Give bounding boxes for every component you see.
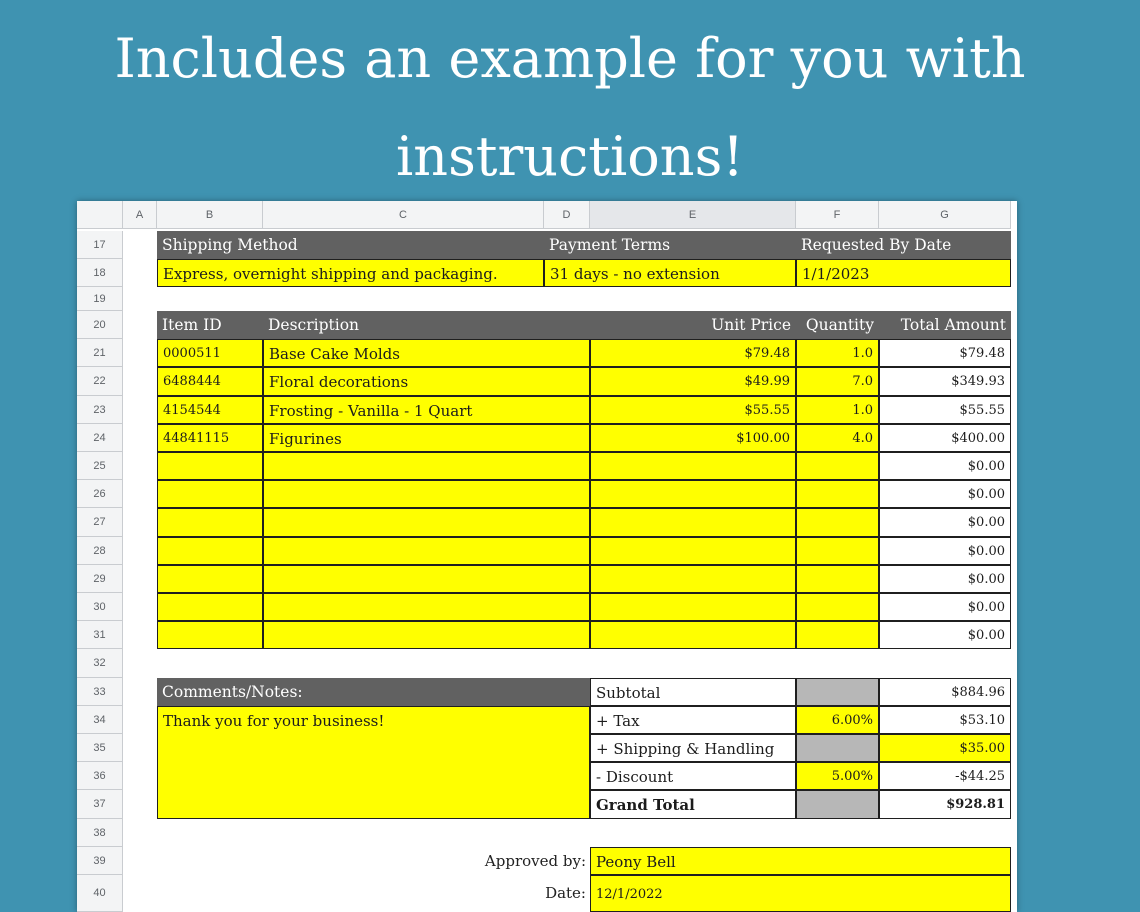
quantity-cell[interactable]: 1.0 [796, 339, 879, 367]
unit-price-cell[interactable]: $100.00 [590, 424, 796, 452]
item-id-header: Item ID [157, 311, 263, 339]
row-header-23[interactable]: 23 [77, 396, 123, 424]
approved-by-input[interactable]: Peony Bell [590, 847, 1011, 875]
row-header-36[interactable]: 36 [77, 762, 123, 790]
quantity-cell[interactable] [796, 508, 879, 536]
description-cell[interactable] [263, 621, 590, 649]
summary-rate-cell [796, 678, 879, 706]
payment-terms-label: Payment Terms [544, 231, 796, 259]
description-cell[interactable]: Frosting - Vanilla - 1 Quart [263, 396, 590, 424]
unit-price-cell[interactable] [590, 565, 796, 593]
item-id-cell[interactable]: 0000511 [157, 339, 263, 367]
column-header-b[interactable]: B [157, 201, 263, 229]
unit-price-cell[interactable]: $49.99 [590, 367, 796, 395]
description-cell[interactable]: Figurines [263, 424, 590, 452]
comments-notes-input[interactable]: Thank you for your business! [157, 706, 590, 819]
summary-amount-cell: $928.81 [879, 790, 1011, 818]
total-amount-cell: $79.48 [879, 339, 1011, 367]
shipping-method-label: Shipping Method [157, 231, 544, 259]
row-header-40[interactable]: 40 [77, 875, 123, 912]
total-amount-cell: $0.00 [879, 480, 1011, 508]
unit-price-cell[interactable] [590, 593, 796, 621]
shipping-method-input[interactable]: Express, overnight shipping and packaging. [157, 259, 544, 287]
summary-amount-cell: $53.10 [879, 706, 1011, 734]
unit-price-header: Unit Price [590, 311, 796, 339]
row-header-38[interactable]: 38 [77, 819, 123, 847]
row-header-30[interactable]: 30 [77, 593, 123, 621]
total-amount-cell: $0.00 [879, 452, 1011, 480]
row-header-28[interactable]: 28 [77, 537, 123, 565]
total-amount-cell: $400.00 [879, 424, 1011, 452]
item-id-cell[interactable] [157, 452, 263, 480]
total-amount-cell: $349.93 [879, 367, 1011, 395]
approval-date-input[interactable]: 12/1/2022 [590, 875, 1011, 912]
description-cell[interactable] [263, 593, 590, 621]
unit-price-cell[interactable] [590, 480, 796, 508]
total-amount-cell: $0.00 [879, 565, 1011, 593]
total-amount-cell: $0.00 [879, 537, 1011, 565]
requested-by-date-input[interactable]: 1/1/2023 [796, 259, 1011, 287]
row-header-21[interactable]: 21 [77, 339, 123, 367]
row-header-29[interactable]: 29 [77, 565, 123, 593]
summary-label-cell: Subtotal [590, 678, 796, 706]
headline-line-2: instructions! [396, 125, 744, 188]
description-cell[interactable] [263, 480, 590, 508]
row-header-39[interactable]: 39 [77, 847, 123, 875]
row-header-32[interactable]: 32 [77, 649, 123, 677]
unit-price-cell[interactable] [590, 537, 796, 565]
row-header-34[interactable]: 34 [77, 706, 123, 734]
column-header-a[interactable]: A [123, 201, 157, 229]
row-header-20[interactable]: 20 [77, 311, 123, 339]
row-header-31[interactable]: 31 [77, 621, 123, 649]
unit-price-cell[interactable] [590, 621, 796, 649]
unit-price-cell[interactable]: $79.48 [590, 339, 796, 367]
summary-rate-cell [796, 790, 879, 818]
description-cell[interactable]: Floral decorations [263, 367, 590, 395]
total-amount-cell: $0.00 [879, 621, 1011, 649]
summary-label-cell: + Shipping & Handling [590, 734, 796, 762]
unit-price-cell[interactable] [590, 452, 796, 480]
description-header: Description [263, 311, 590, 339]
quantity-cell[interactable] [796, 593, 879, 621]
quantity-cell[interactable] [796, 480, 879, 508]
description-cell[interactable]: Base Cake Molds [263, 339, 590, 367]
row-header-27[interactable]: 27 [77, 508, 123, 536]
column-header-f[interactable]: F [796, 201, 879, 229]
column-header-g[interactable]: G [879, 201, 1011, 229]
row-header-18[interactable]: 18 [77, 259, 123, 287]
item-id-cell[interactable] [157, 480, 263, 508]
quantity-cell[interactable]: 4.0 [796, 424, 879, 452]
headline-line-1: Includes an example for you with [114, 27, 1026, 90]
summary-rate-cell [796, 734, 879, 762]
column-header-e[interactable]: E [590, 201, 796, 229]
quantity-cell[interactable] [796, 452, 879, 480]
summary-amount-cell[interactable]: $35.00 [879, 734, 1011, 762]
column-header-d[interactable]: D [544, 201, 590, 229]
row-header-25[interactable]: 25 [77, 452, 123, 480]
description-cell[interactable] [263, 452, 590, 480]
item-id-cell[interactable] [157, 621, 263, 649]
row-header-19[interactable]: 19 [77, 287, 123, 311]
row-header-35[interactable]: 35 [77, 734, 123, 762]
summary-rate-cell[interactable]: 5.00% [796, 762, 879, 790]
description-cell[interactable] [263, 508, 590, 536]
quantity-cell[interactable]: 7.0 [796, 367, 879, 395]
summary-amount-cell: $884.96 [879, 678, 1011, 706]
item-id-cell[interactable] [157, 593, 263, 621]
total-amount-cell: $0.00 [879, 593, 1011, 621]
item-id-cell[interactable]: 4154544 [157, 396, 263, 424]
row-header-24[interactable]: 24 [77, 424, 123, 452]
quantity-cell[interactable] [796, 565, 879, 593]
row-header-33[interactable]: 33 [77, 678, 123, 706]
spreadsheet [77, 201, 1017, 912]
item-id-cell[interactable]: 6488444 [157, 367, 263, 395]
summary-amount-cell: -$44.25 [879, 762, 1011, 790]
quantity-cell[interactable] [796, 621, 879, 649]
unit-price-cell[interactable]: $55.55 [590, 396, 796, 424]
comments-notes-label: Comments/Notes: [157, 678, 590, 706]
quantity-header: Quantity [796, 311, 879, 339]
total-amount-header: Total Amount [879, 311, 1011, 339]
select-all-corner[interactable] [77, 201, 123, 229]
approval-date-label: Date: [545, 884, 586, 902]
item-id-cell[interactable] [157, 537, 263, 565]
row-header-17[interactable]: 17 [77, 231, 123, 259]
item-id-cell[interactable] [157, 508, 263, 536]
column-header-c[interactable]: C [263, 201, 544, 229]
requested-by-date-label: Requested By Date [796, 231, 1011, 259]
description-cell[interactable] [263, 537, 590, 565]
summary-rate-cell[interactable]: 6.00% [796, 706, 879, 734]
total-amount-cell: $0.00 [879, 508, 1011, 536]
summary-label-cell: - Discount [590, 762, 796, 790]
item-id-cell[interactable] [157, 565, 263, 593]
summary-label-cell: Grand Total [590, 790, 796, 818]
row-header-22[interactable]: 22 [77, 367, 123, 395]
payment-terms-input[interactable]: 31 days - no extension [544, 259, 796, 287]
item-id-cell[interactable]: 44841115 [157, 424, 263, 452]
row-header-26[interactable]: 26 [77, 480, 123, 508]
description-cell[interactable] [263, 565, 590, 593]
total-amount-cell: $55.55 [879, 396, 1011, 424]
unit-price-cell[interactable] [590, 508, 796, 536]
quantity-cell[interactable] [796, 537, 879, 565]
summary-label-cell: + Tax [590, 706, 796, 734]
row-header-37[interactable]: 37 [77, 790, 123, 818]
approved-by-label: Approved by: [484, 851, 586, 870]
quantity-cell[interactable]: 1.0 [796, 396, 879, 424]
